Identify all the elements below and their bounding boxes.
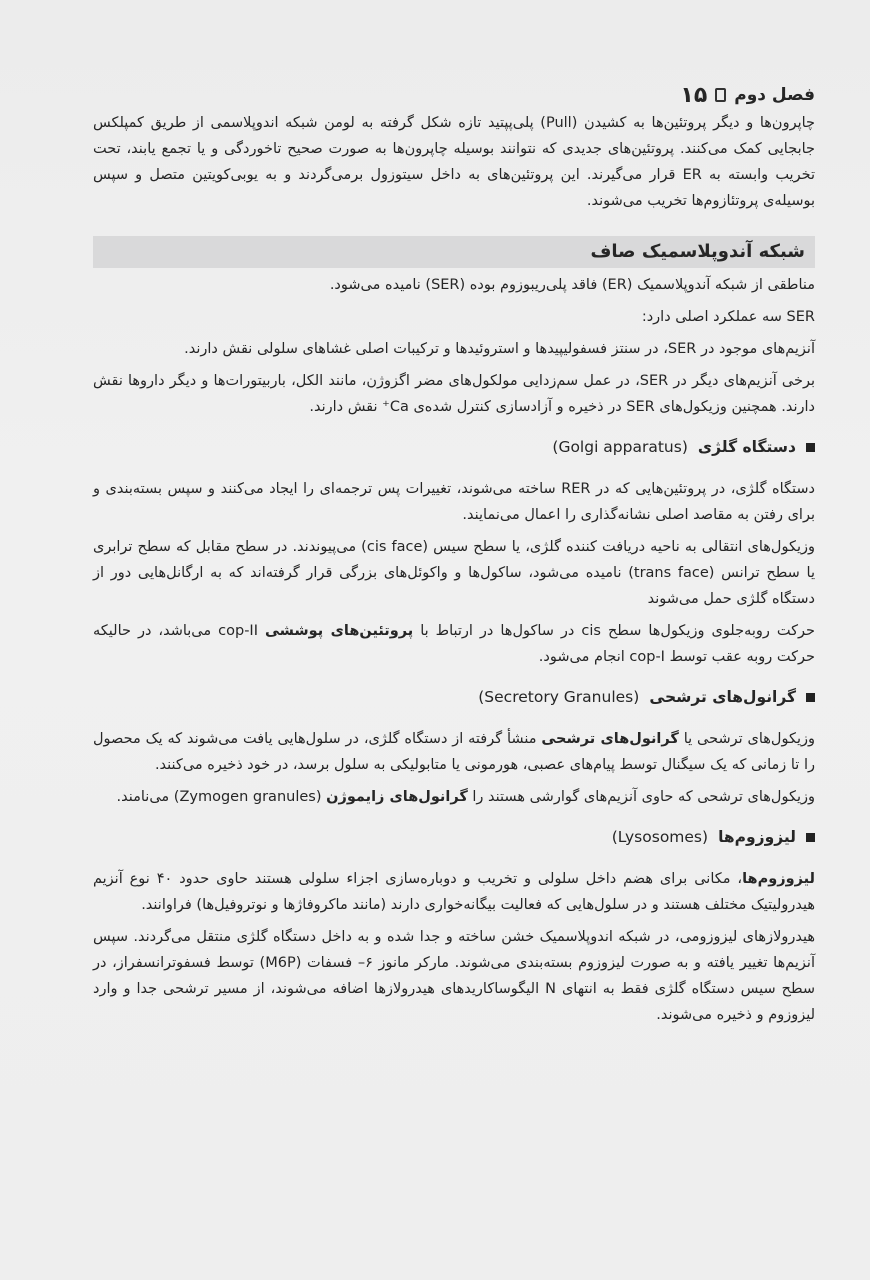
bullet-square-icon: [806, 693, 815, 702]
secretory-p2-text-c: (Zymogen granules) می‌نامند.: [116, 789, 327, 805]
secretory-p1-text-a: وزیکول‌های ترشحی یا: [678, 731, 815, 747]
lysosome-paragraph-2: هیدرولازهای لیزوزومی، در شبکه اندوپلاسمیک خشن ساخته و جدا شده و به داخل دستگاه گلژی منتقل می‌گردند. سپس آنزیم‌ها تغییر یافته و به صورت لیزوزوم بسته‌بندی می‌شوند. مارکر مانوز ۶– فسفات (M6P) توسط فسفوترانسفراز، در سطح سیس دستگاه گلژی فقط به انتهای N الیگوساکاریدهای هیدرولازها اضافه می‌شوند، از مسیر ترشحی جدا و وارد لیزوزوم و ذخیره می‌شوند.: [93, 929, 815, 1023]
subheading-secretory-en: (Secretory Granules): [478, 688, 640, 706]
chapter-title: فصل دوم: [734, 85, 815, 105]
golgi-paragraph-1: دستگاه گلژی، در پروتئین‌هایی که در RER ساخته می‌شوند، تغییرات پس ترجمه‌ای را ایجاد می‌کنند و سپس بسته‌بندی و برای رفتن به مقاصد اصلی نشانه‌گذاری را اعمال می‌نمایند.: [93, 481, 815, 523]
lysosome-p1-text: ، مکانی برای هضم داخل سلولی و تخریب و دوباره‌سازی اجزاء سلولی هستند حاوی حدود ۴۰ نوع آنزیم هیدرولیتیک مختلف هستند و در سلول‌هایی که فعالیت بیگانه‌خواری دارند (مانند ماکروفاژها و نوتروفیل‌ها) فراوانند.: [93, 871, 815, 913]
golgi-paragraph-2: وزیکول‌های انتقالی به ناحیه دریافت کننده گلژی، یا سطح سیس (cis face) می‌پیوندند. در سطح مقابل که سطح ترابری یا سطح ترانس (trans face) نامیده می‌شود، ساکول‌ها و واکوئل‌های بزرگی قرار گرفته‌اند که به ارگانل‌هایی دور از دستگاه گلژی حمل می‌شوند: [93, 539, 815, 607]
page-number: ۱۵: [680, 82, 708, 108]
golgi-p3-bold: پروتئین‌های پوششی: [264, 623, 414, 639]
intro-paragraph: چاپرون‌ها و دیگر پروتئین‌ها به کشیدن (Pull) پلی‌پپتید تازه شکل گرفته به لومن شبکه اندوپلاسمی از طریق کمپلکس جابجایی کمک می‌کنند. پروتئین‌های جدیدی که نتوانند بوسیله چاپرون‌ها به صورت صحیح تاخوردگی و یا تجمع یابند، تحت تخریب وابسته به ER قرار می‌گیرند. این پروتئین‌های به داخل سیتوزول برمی‌گردند و به یوبی‌کویتین متصل و سپس بوسیله‌ی پروتئازوم‌ها تخریب می‌شوند.: [93, 115, 815, 209]
section-heading-ser: شبکه آندوپلاسمیک صاف: [93, 236, 815, 268]
subheading-lysosome: [93, 824, 815, 850]
lysosome-p1-bold: لیزوزوم‌ها: [742, 871, 815, 887]
ser-paragraph-4: برخی آنزیم‌های دیگر در SER، در عمل سم‌زدایی مولکول‌های مضر اگزوژن، مانند الکل، باربیتورات‌ها و دیگر داروها نقش دارند. همچنین وزیکول‌های SER در ذخیره و آزادسازی کنترل شده‌ی Ca⁺ نقش دارند.: [93, 373, 815, 415]
secretory-paragraph-1: [93, 726, 815, 778]
secretory-p1-text-c: منشأ گرفته از دستگاه گلژی، در سلول‌هایی یافت می‌شوند که یک محصول را تا زمانی که یک سیگنال توسط پیام‌های عصبی، هورمونی یا متابولیکی به سلول برسد، در خود ذخیره می‌کنند.: [93, 731, 815, 773]
page-header: [93, 80, 815, 110]
subheading-golgi-en: (Golgi apparatus): [552, 438, 688, 456]
golgi-paragraph-3: [93, 618, 815, 670]
subheading-lysosome-en: (Lysosomes): [611, 828, 709, 846]
subheading-secretory-fa: گرانول‌های ترشحی: [649, 688, 796, 706]
page-icon: [715, 88, 726, 102]
secretory-p2-text-a: وزیکول‌های ترشحی که حاوی آنزیم‌های گوارشی هستند را: [467, 789, 815, 805]
bullet-square-icon: [806, 443, 815, 452]
ser-paragraph-3: آنزیم‌های موجود در SER، در سنتز فسفولیپیدها و استروئیدها و ترکیبات اصلی غشاهای سلولی نقش دارند.: [184, 341, 815, 357]
secretory-paragraph-2: [93, 784, 815, 810]
golgi-p3-text-a: حرکت روبه‌جلوی وزیکول‌ها سطح cis در ساکول‌ها در ارتباط با: [413, 623, 815, 639]
golgi-p3-text-c: cop-II می‌باشد، در حالیکه حرکت روبه عقب توسط cop-I انجام می‌شود.: [93, 623, 815, 665]
secretory-p1-bold: گرانول‌های ترشحی: [541, 731, 679, 747]
subheading-golgi-fa: دستگاه گلژی: [697, 438, 796, 456]
page-content: [93, 80, 815, 1034]
ser-paragraph-1: مناطقی از شبکه آندوپلاسمیک (ER) فاقد پلی‌ریبوزوم بوده (SER) نامیده می‌شود.: [329, 277, 815, 293]
bullet-square-icon: [806, 833, 815, 842]
subheading-lysosome-fa: لیزوزوم‌ها: [718, 828, 796, 846]
secretory-p2-bold: گرانول‌های زایموژن: [326, 789, 468, 805]
subheading-secretory: [93, 684, 815, 710]
lysosome-paragraph-1: [93, 866, 815, 918]
ser-paragraph-2: SER سه عملکرد اصلی دارد:: [641, 309, 815, 325]
subheading-golgi: [93, 434, 815, 460]
